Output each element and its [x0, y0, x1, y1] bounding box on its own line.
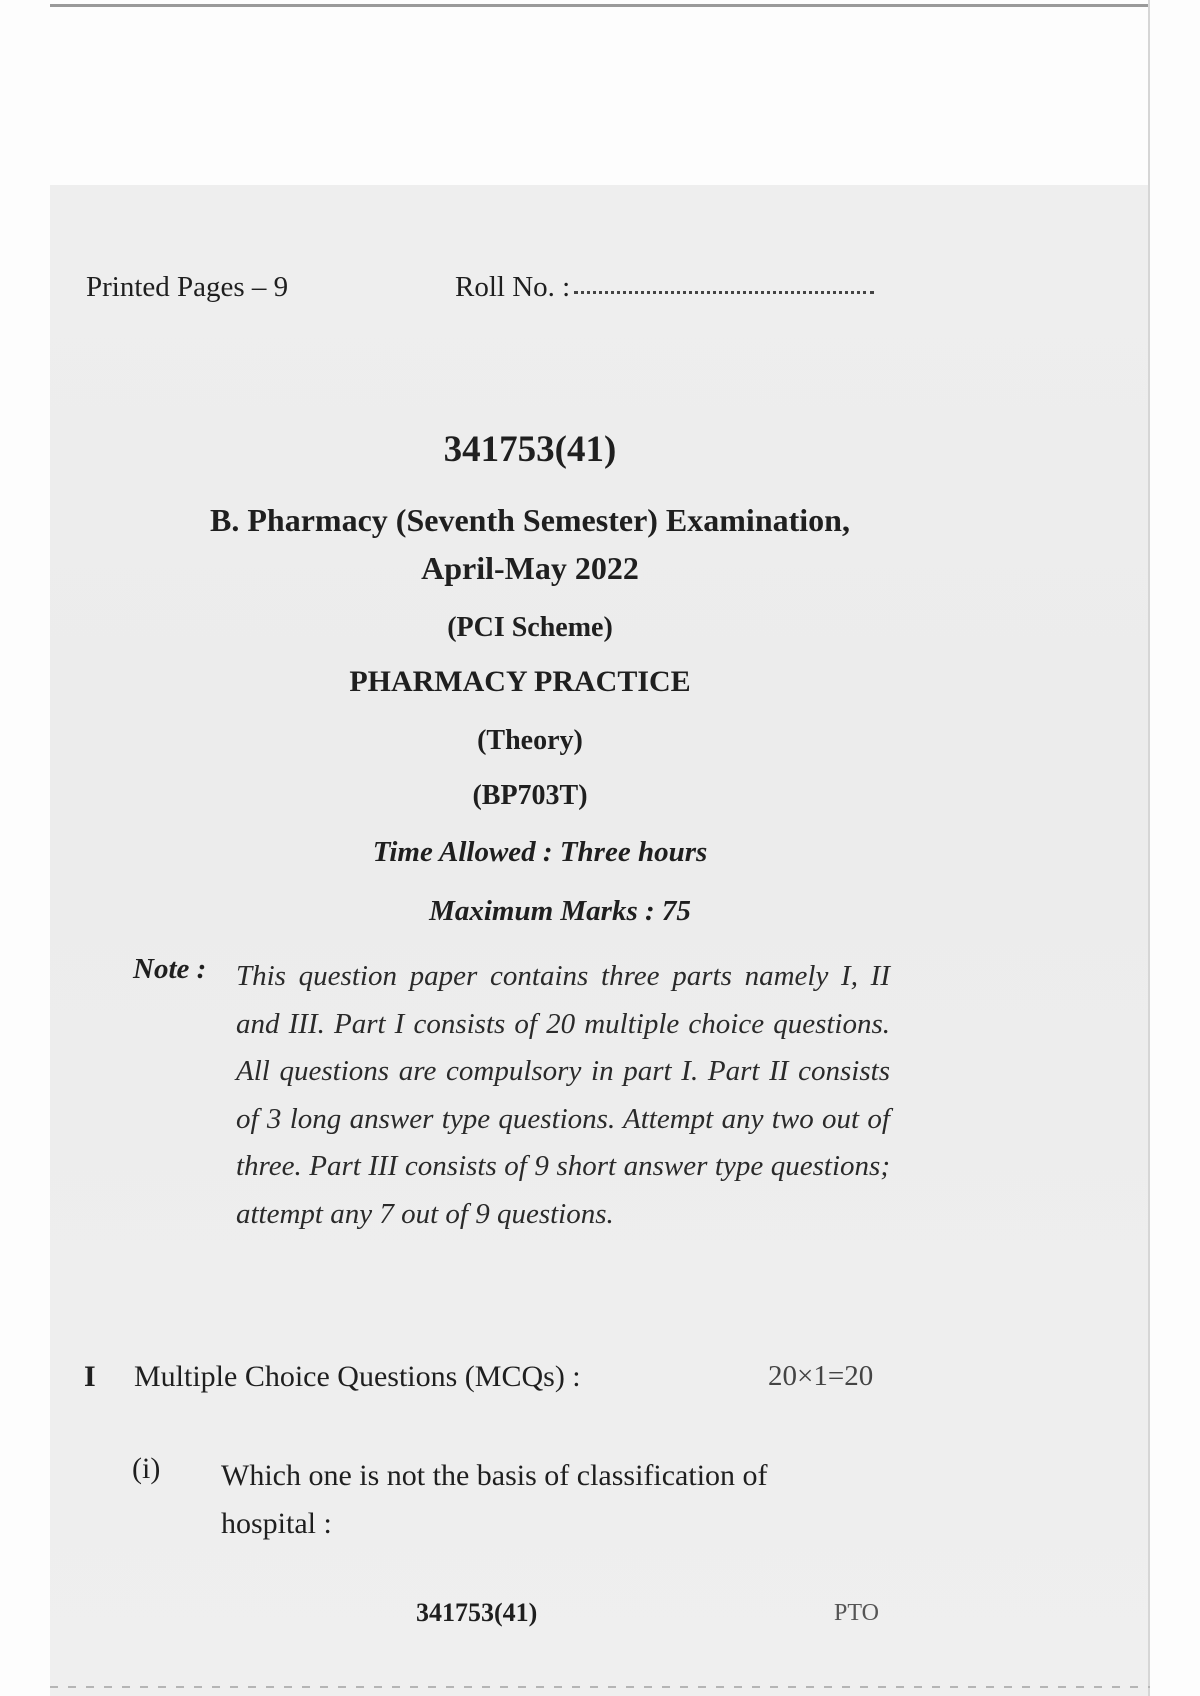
subject-title: PHARMACY PRACTICE — [349, 665, 691, 698]
page-edge — [1148, 0, 1150, 1696]
section-marks: 20×1=20 — [768, 1360, 874, 1392]
printed-pages: Printed Pages – 9 — [86, 271, 289, 303]
footer-pto: PTO — [834, 1600, 879, 1626]
footer-paper-code: 341753(41) — [416, 1598, 538, 1627]
maximum-marks: Maximum Marks : 75 — [429, 895, 691, 927]
note-text: This question paper contains three parts namely I, II and III. Part I consists of 20 multiple choice questions. All questions are compulsory in part I. Part II consists of 3 long answer type questions. Attempt any two out of three. Part III consists of 9 short answer type questions; attempt any 7 out of 9 questions. — [236, 960, 890, 1230]
scheme: (PCI Scheme) — [447, 612, 613, 643]
course-code: (BP703T) — [472, 780, 588, 811]
time-allowed: Time Allowed : Three hours — [372, 836, 708, 868]
note-label: Note : — [133, 953, 207, 985]
paper-type: (Theory) — [477, 725, 583, 756]
exam-title: B. Pharmacy (Seventh Semester) Examination, — [210, 502, 850, 538]
roll-no-label: Roll No. : — [455, 271, 571, 303]
roll-no-blank — [574, 291, 874, 294]
bottom-edge — [50, 1686, 1150, 1688]
exam-session: April-May 2022 — [421, 550, 639, 586]
roll-no-field — [455, 271, 874, 304]
question-number: (i) — [132, 1452, 161, 1485]
section-title: Multiple Choice Questions (MCQs) : — [134, 1360, 581, 1393]
question-text: Which one is not the basis of classification of hospital : — [221, 1459, 768, 1540]
paper-code: 341753(41) — [443, 429, 617, 470]
top-rule — [50, 4, 1150, 7]
section-numeral: I — [84, 1360, 96, 1393]
